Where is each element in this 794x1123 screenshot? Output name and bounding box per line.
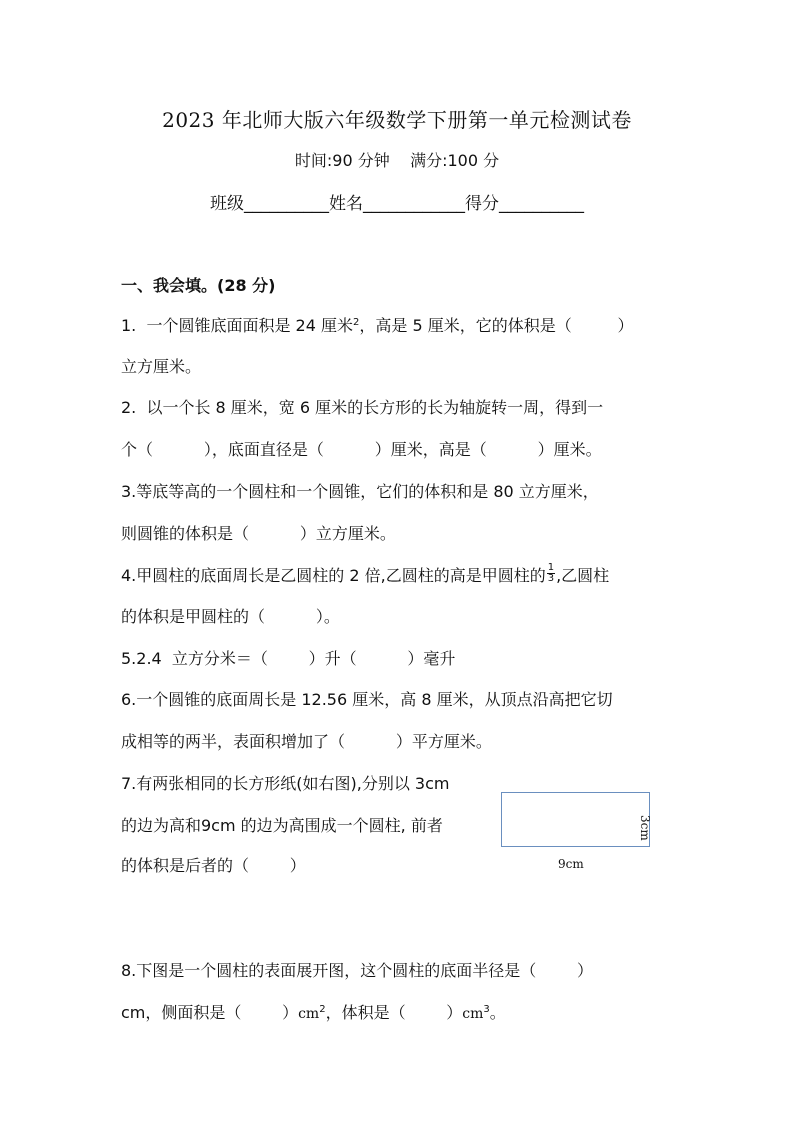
question-1-line-2: 立方厘米。 [121, 357, 202, 376]
page-title: 2023 年北师大版六年级数学下册第一单元检测试卷 [162, 108, 632, 132]
q8-text-b1: cm，侧面积是（ ） [121, 1003, 299, 1022]
question-7-line-2: 的边为高和9cm 的边为高围成一个圆柱, 前者 [121, 816, 443, 835]
q8-text-b2: ，体积是（ ） [325, 1003, 463, 1022]
question-8-line-1: 8.下图是一个圆柱的表面展开图，这个圆柱的底面半径是（ ） [121, 961, 593, 980]
question-8-line-2 [121, 1003, 506, 1026]
q4-text-b: ,乙圆柱 [556, 566, 610, 585]
fraction-numerator: 1 [547, 562, 555, 573]
q1-text-b: ，高是 5 厘米，它的体积是（ ） [359, 316, 634, 335]
question-2-line-2: 个（ ），底面直径是（ ）厘米，高是（ ）厘米。 [121, 440, 602, 459]
exam-time-score: 时间:90 分钟 满分:100 分 [294, 151, 500, 170]
fraction-one-third [547, 563, 555, 584]
question-3-line-2: 则圆锥的体积是（ ）立方厘米。 [121, 524, 396, 543]
fraction-denominator: 3 [547, 573, 555, 584]
question-6-line-1: 6.一个圆锥的底面周长是 12.56 厘米，高 8 厘米，从顶点沿高把它切 [121, 690, 613, 709]
figure-height-label: 3cm [638, 815, 652, 841]
q8-text-b3: 。 [489, 1003, 506, 1022]
question-7-line-1: 7.有两张相同的长方形纸(如右图),分别以 3cm [121, 774, 450, 793]
figure-width-label: 9cm [558, 857, 584, 871]
question-7-line-3: 的体积是后者的（ ） [121, 856, 306, 875]
section-fill-in-title: 一、我会填。(28 分) [121, 276, 276, 295]
q8-superscript-2: 2 [319, 1004, 326, 1015]
unit-cm-cubed: cm [462, 1006, 484, 1022]
question-3-line-1: 3.等底等高的一个圆柱和一个圆锥，它们的体积和是 80 立方厘米， [121, 482, 599, 501]
question-2-line-1: 2. 以一个长 8 厘米，宽 6 厘米的长方形的长为轴旋转一周，得到一 [121, 398, 604, 417]
question-6-line-2: 成相等的两半，表面积增加了（ ）平方厘米。 [121, 732, 492, 751]
q8-superscript-3: 3 [483, 1004, 490, 1015]
question-5-line-1: 5.2.4 立方分米＝（ ）升（ ）毫升 [121, 649, 456, 668]
q1-superscript: 2 [352, 317, 360, 328]
question-4-line-2: 的体积是甲圆柱的（ ）。 [121, 607, 340, 626]
q1-text-a: 1. 一个圆锥底面面积是 24 厘米 [121, 316, 353, 335]
q4-text-a: 4.甲圆柱的底面周长是乙圆柱的 2 倍,乙圆柱的高是甲圆柱的 [121, 566, 546, 585]
question-1-line-1 [121, 316, 634, 339]
rectangle-paper-figure [501, 792, 650, 847]
unit-cm-squared: cm [298, 1006, 320, 1022]
question-4-line-1 [121, 562, 610, 587]
student-info-line: 班级__________姓名____________得分__________ [210, 194, 584, 214]
